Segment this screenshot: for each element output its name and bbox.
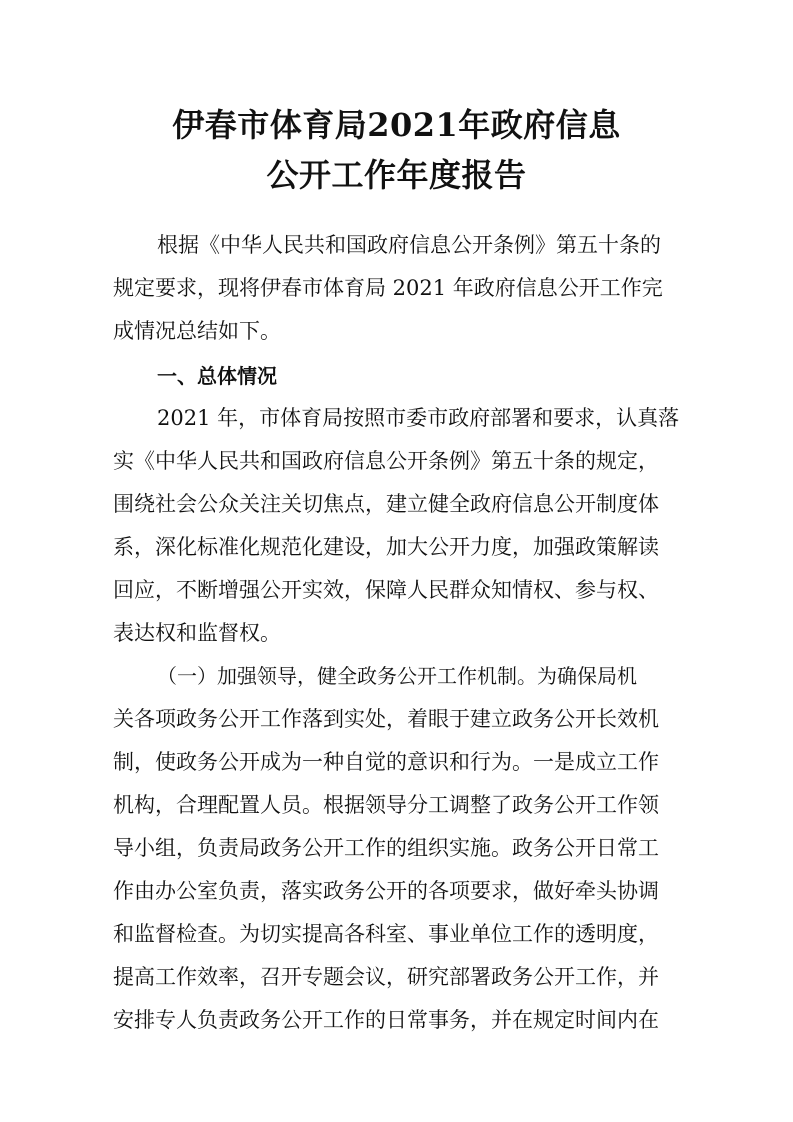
paragraph-line: 系，深化标准化规范化建设，加大公开力度，加强政策解读	[113, 535, 659, 559]
paragraph-line: 回应，不断增强公开实效，保障人民群众知情权、参与权、	[113, 578, 659, 602]
paragraph-line: 机构，合理配置人员。根据领导分工调整了政务公开工作领	[113, 793, 659, 817]
paragraph-line: 实《中华人民共和国政府信息公开条例》第五十条的规定，	[113, 449, 659, 473]
paragraph-line: 作由办公室负责，落实政务公开的各项要求，做好牵头协调	[113, 879, 659, 903]
paragraph-line: 表达权和监督权。	[113, 621, 281, 645]
paragraph-line: 规定要求，现将伊春市体育局 2021 年政府信息公开工作完	[113, 276, 663, 300]
report-title-line-1: 伊春市体育局2021年政府信息	[172, 106, 621, 144]
paragraph-line: 根据《中华人民共和国政府信息公开条例》第五十条的	[157, 233, 661, 257]
paragraph-line: 关各项政务公开工作落到实处，着眼于建立政务公开长效机	[113, 707, 659, 731]
paragraph-line: 成情况总结如下。	[113, 319, 281, 343]
subsection-heading-line: （一）加强领导，健全政务公开工作机制。为确保局机	[157, 664, 637, 688]
paragraph-line: 制，使政务公开成为一种自觉的意识和行为。一是成立工作	[113, 750, 659, 774]
paragraph-line: 导小组，负责局政务公开工作的组织实施。政务公开日常工	[113, 836, 659, 860]
section-heading: 一、总体情况	[157, 364, 277, 388]
paragraph-line: 和监督检查。为切实提高各科室、事业单位工作的透明度，	[113, 922, 659, 946]
paragraph-line: 提高工作效率，召开专题会议，研究部署政务公开工作，并	[113, 965, 659, 989]
paragraph-line: 围绕社会公众关注关切焦点，建立健全政府信息公开制度体	[113, 492, 659, 516]
paragraph-line: 2021 年，市体育局按照市委市政府部署和要求，认真落	[157, 406, 680, 430]
report-title-line-2: 公开工作年度报告	[266, 156, 527, 194]
paragraph-line: 安排专人负责政务公开工作的日常事务，并在规定时间内在	[113, 1008, 659, 1032]
